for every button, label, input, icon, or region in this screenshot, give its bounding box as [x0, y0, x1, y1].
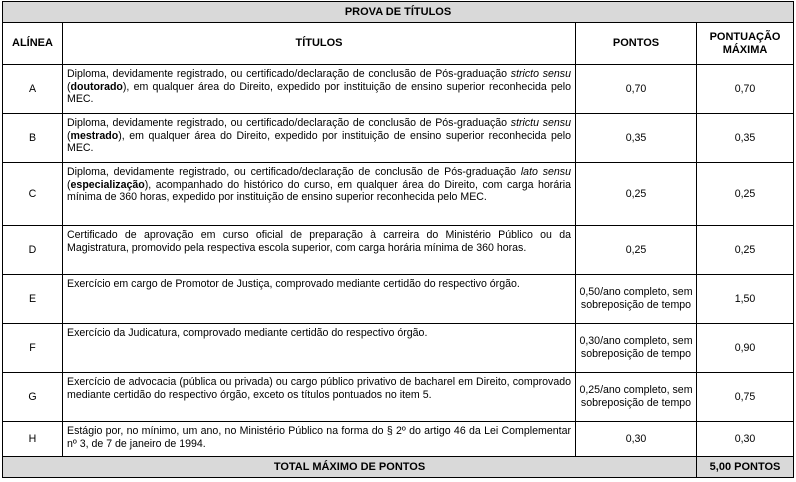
- row-alinea: B: [3, 114, 63, 163]
- row-description: [63, 275, 576, 324]
- description-segment: mestrado: [70, 129, 119, 142]
- description-segment: strictu sensu: [510, 117, 571, 129]
- titles-table: [2, 1, 794, 478]
- row-description: [63, 163, 576, 226]
- table-row: [3, 324, 794, 373]
- description-segment: Exercício da Judicatura, comprovado mediante certidão do respectivo órgão.: [67, 327, 428, 339]
- row-pontuacao-maxima: 1,50: [697, 275, 794, 324]
- description-segment: Exercício de advocacia (pública ou privada) ou cargo público privativo de bacharel em Direito, comprovado mediante certidão do respectivo órgão, exceto os títulos pontuados no item 5.: [67, 376, 571, 401]
- description-segment: (: [67, 129, 71, 142]
- description-segment: Diploma, devidamente registrado, ou certificado/declaração de conclusão de Pós-graduação: [67, 117, 511, 129]
- row-pontos: 0,25: [576, 163, 697, 226]
- table-row: [3, 373, 794, 422]
- row-pontuacao-maxima: 0,35: [697, 114, 794, 163]
- col-header-pontuacao-line2: MÁXIMA: [722, 43, 768, 56]
- description-segment: lato sensu: [520, 166, 571, 178]
- row-description: [63, 226, 576, 275]
- description-segment: Estágio por, no mínimo, um ano, no Ministério Público na forma do § 2º do artigo 46 da Lei Complementar nº 3, de 7 de janeiro de 1994.: [67, 425, 571, 450]
- table-row: [3, 226, 794, 275]
- description-segment: especialização: [70, 178, 145, 191]
- table-row: [3, 163, 794, 226]
- row-pontuacao-maxima: 0,70: [697, 65, 794, 114]
- row-description: [63, 422, 576, 457]
- row-pontos: 0,50/ano completo, sem sobreposição de tempo: [576, 275, 697, 324]
- row-pontuacao-maxima: 0,25: [697, 226, 794, 275]
- table-row: [3, 65, 794, 114]
- row-alinea: F: [3, 324, 63, 373]
- description-segment: (: [67, 178, 71, 191]
- col-header-pontuacao-line1: PONTUAÇÃO: [709, 30, 781, 43]
- row-description: [63, 65, 576, 114]
- row-pontuacao-maxima: 0,25: [697, 163, 794, 226]
- row-pontuacao-maxima: 0,75: [697, 373, 794, 422]
- total-value: 5,00 PONTOS: [697, 457, 794, 478]
- row-pontos: 0,25/ano completo, sem sobreposição de tempo: [576, 373, 697, 422]
- table-row: [3, 422, 794, 457]
- row-alinea: G: [3, 373, 63, 422]
- row-pontuacao-maxima: 0,30: [697, 422, 794, 457]
- row-alinea: H: [3, 422, 63, 457]
- col-header-alinea: ALÍNEA: [3, 23, 63, 65]
- row-pontos: 0,30/ano completo, sem sobreposição de tempo: [576, 324, 697, 373]
- description-segment: doutorado: [70, 80, 123, 93]
- col-header-titulos: TÍTULOS: [63, 23, 576, 65]
- description-segment: Exercício em cargo de Promotor de Justiça, comprovado mediante certidão do respectivo órgão.: [67, 278, 520, 290]
- row-alinea: A: [3, 65, 63, 114]
- row-alinea: C: [3, 163, 63, 226]
- row-alinea: E: [3, 275, 63, 324]
- description-segment: ), acompanhado do histórico do curso, em qualquer área do Direito, com carga horária mínima de 360 horas, expedido por instituição de ensino superior reconhecida pelo MEC.: [67, 178, 571, 204]
- table-row: [3, 114, 794, 163]
- description-segment: Diploma, devidamente registrado, ou certificado/declaração de conclusão de Pós-graduação: [67, 166, 521, 178]
- row-description: [63, 373, 576, 422]
- description-segment: ), em qualquer área do Direito, expedido por instituição de ensino superior reconhecida pelo MEC.: [67, 80, 571, 106]
- total-label: TOTAL MÁXIMO DE PONTOS: [3, 457, 697, 478]
- col-header-pontos: PONTOS: [576, 23, 697, 65]
- row-description: [63, 114, 576, 163]
- description-segment: (: [67, 80, 71, 93]
- description-segment: Certificado de aprovação em curso oficial de preparação à carreira do Ministério Público ou da Magistratura, promovido pela respectiva escola superior, com carga horária mínima de 360 horas.: [67, 229, 571, 254]
- row-pontos: 0,70: [576, 65, 697, 114]
- description-segment: Diploma, devidamente registrado, ou certificado/declaração de conclusão de Pós-graduação: [67, 68, 511, 80]
- table-row: [3, 275, 794, 324]
- table-body: [3, 65, 794, 457]
- table-title: PROVA DE TÍTULOS: [3, 2, 794, 23]
- row-pontos: 0,35: [576, 114, 697, 163]
- col-header-pontuacao-maxima: [697, 23, 794, 65]
- row-alinea: D: [3, 226, 63, 275]
- description-segment: ), em qualquer área do Direito, expedido por instituição de ensino superior reconhecida pelo MEC.: [67, 129, 571, 155]
- description-segment: stricto sensu: [510, 68, 571, 80]
- row-pontos: 0,25: [576, 226, 697, 275]
- row-description: [63, 324, 576, 373]
- row-pontos: 0,30: [576, 422, 697, 457]
- row-pontuacao-maxima: 0,90: [697, 324, 794, 373]
